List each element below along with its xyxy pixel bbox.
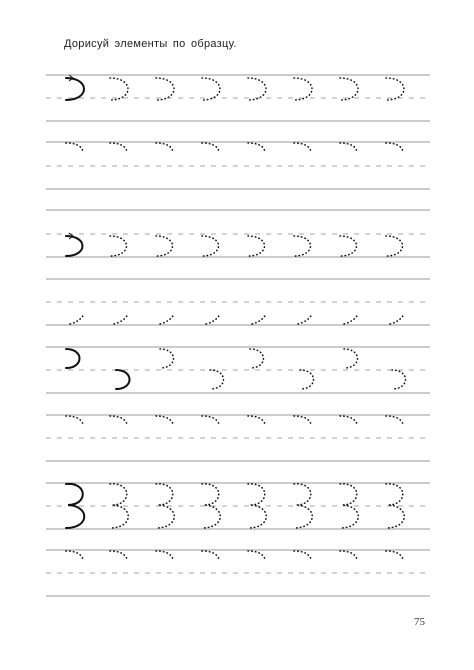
stagger-oval-2 <box>160 349 174 368</box>
lower-hook-0 <box>70 314 84 324</box>
hook-row8-7 <box>386 551 403 559</box>
half-oval-row3-3 <box>202 236 219 256</box>
small-hook-6 <box>340 143 357 152</box>
small-hook-1 <box>110 143 127 152</box>
lower-hook-6 <box>344 314 358 324</box>
hook-row6-4 <box>248 416 265 424</box>
ze-shape-5 <box>294 484 312 528</box>
half-oval-row3-7 <box>386 236 403 256</box>
stagger-oval-0 <box>66 349 80 368</box>
hook-row6-6 <box>340 416 357 424</box>
lower-hook-7 <box>390 314 404 324</box>
stagger-oval-6 <box>344 349 358 368</box>
hook-row8-0 <box>66 551 83 559</box>
stagger-oval-4 <box>250 349 264 368</box>
small-hook-0 <box>66 143 83 152</box>
half-oval-2 <box>156 78 174 100</box>
hook-row6-7 <box>386 416 403 424</box>
half-oval-row3-2 <box>156 236 173 256</box>
half-oval-3 <box>202 78 220 100</box>
small-hook-2 <box>156 143 173 152</box>
hook-row8-5 <box>294 551 311 559</box>
page-number: 75 <box>414 616 425 628</box>
half-oval-row3-6 <box>340 236 357 256</box>
lower-hook-2 <box>160 314 174 324</box>
half-oval-7 <box>386 78 404 100</box>
hook-row6-3 <box>202 416 219 424</box>
hook-row8-1 <box>110 551 127 559</box>
half-oval-row3-5 <box>294 236 311 256</box>
small-hook-4 <box>248 143 265 152</box>
half-oval-5 <box>294 78 312 100</box>
lower-hook-4 <box>252 314 266 324</box>
stagger-oval-7 <box>392 370 406 389</box>
half-oval-row3-0 <box>66 236 83 256</box>
hook-row6-5 <box>294 416 311 424</box>
lower-hook-3 <box>206 314 220 324</box>
half-oval-4 <box>248 78 266 100</box>
ruling <box>46 75 430 596</box>
hook-row6-2 <box>156 416 173 424</box>
half-oval-row3-1 <box>110 236 127 256</box>
hook-row8-3 <box>202 551 219 559</box>
stagger-oval-5 <box>300 370 314 389</box>
half-oval-1 <box>110 78 128 100</box>
tracing-elements <box>66 75 406 559</box>
hook-row8-2 <box>156 551 173 559</box>
stagger-oval-3 <box>210 370 224 389</box>
half-oval-0 <box>66 78 84 100</box>
hook-row6-1 <box>110 416 127 424</box>
lower-hook-5 <box>298 314 312 324</box>
small-hook-7 <box>386 143 403 152</box>
lower-hook-1 <box>114 314 128 324</box>
small-hook-3 <box>202 143 219 152</box>
stagger-oval-1 <box>116 370 130 389</box>
hook-row6-0 <box>66 416 83 424</box>
small-hook-5 <box>294 143 311 152</box>
ze-shape-4 <box>248 484 266 528</box>
hook-row8-4 <box>248 551 265 559</box>
instruction-text: Дорисуй элементы по образцу. <box>64 38 237 50</box>
hook-row8-6 <box>340 551 357 559</box>
half-oval-6 <box>340 78 358 100</box>
half-oval-row3-4 <box>248 236 265 256</box>
